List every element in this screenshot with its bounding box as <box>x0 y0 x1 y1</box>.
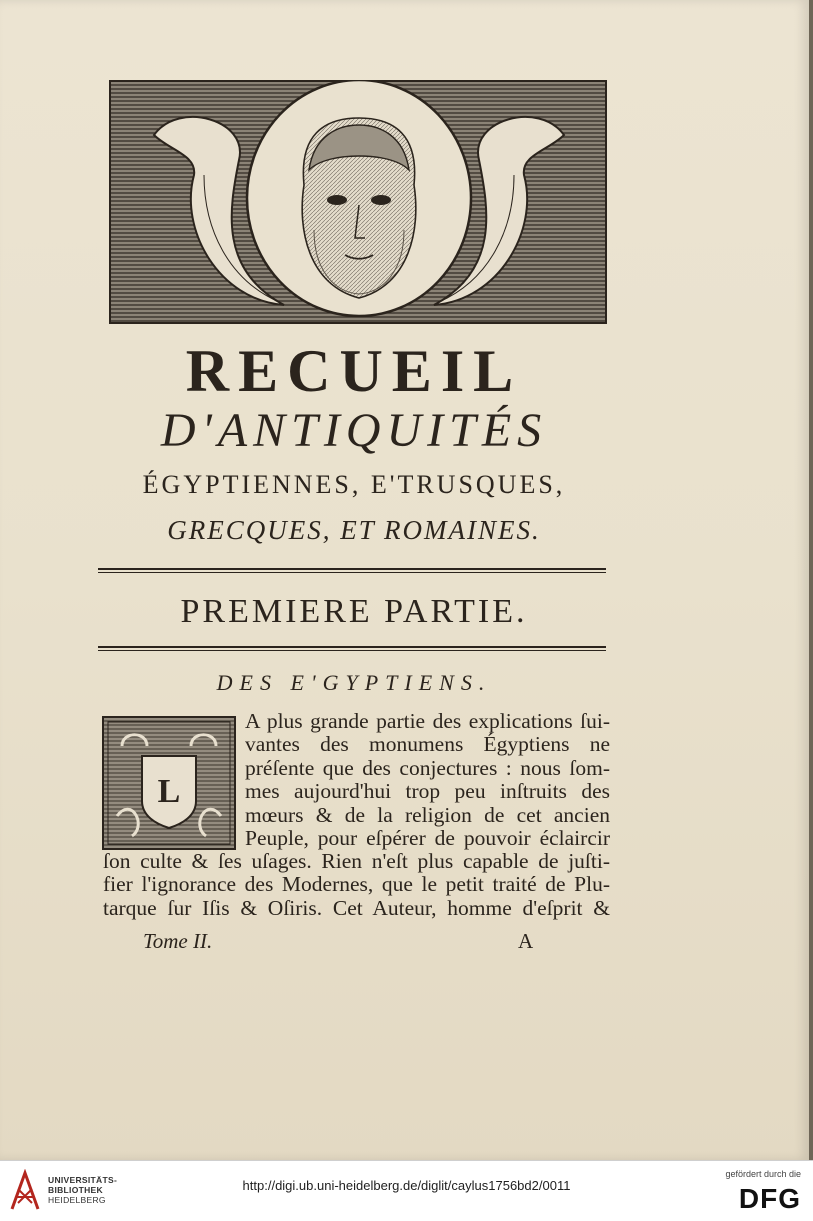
title-line-2: D'ANTIQUITÉS <box>160 404 548 457</box>
body-line: préſente que des conjectures : nous ſom- <box>245 755 610 780</box>
body-line: Peuple, pour eſpérer de pouvoir éclaircir <box>245 826 610 851</box>
library-name-line: BIBLIOTHEK <box>48 1185 103 1195</box>
title-line-1: RECUEIL <box>185 338 523 404</box>
volume-label: Tome II. <box>143 929 213 953</box>
library-name-line: UNIVERSITÄTS- <box>48 1175 118 1185</box>
section-title: DES E'GYPTIENS. <box>216 670 492 695</box>
funder-caption: gefördert durch die <box>725 1169 801 1179</box>
drop-cap-ornament <box>102 716 236 850</box>
dfg-logo[interactable]: DFG <box>738 1183 801 1214</box>
body-line: vantes des monumens Égyptiens ne <box>245 732 610 757</box>
double-rule-top <box>98 568 606 570</box>
body-line: tarque ſur Iſis & Oſiris. Cet Auteur, homme d'eſprit & <box>103 895 610 920</box>
body-text-indented <box>245 710 610 850</box>
double-rule-bottom <box>98 646 606 648</box>
digitization-footer-bar <box>0 1160 813 1221</box>
part-title: PREMIERE PARTIE. <box>180 593 528 630</box>
library-name-line: HEIDELBERG <box>48 1195 106 1205</box>
double-rule-bottom-thin <box>98 650 606 651</box>
title-line-4: GRECQUES, ET ROMAINES. <box>167 515 541 545</box>
body-text-full <box>103 850 610 920</box>
drop-cap-letter: L <box>157 773 181 810</box>
permalink-url[interactable]: http://digi.ub.uni-heidelberg.de/diglit/caylus1756bd2/0011 <box>242 1178 571 1193</box>
page-edge-shadow <box>809 0 813 1160</box>
headpiece-engraving <box>109 80 609 326</box>
double-rule-top-thin <box>98 572 606 573</box>
body-line: fier l'ignorance des Modernes, que le petit traité de Plu- <box>103 872 610 897</box>
body-line: A plus grande partie des explications ſui- <box>245 709 610 733</box>
title-line-3: ÉGYPTIENNES, E'TRUSQUES, <box>142 470 566 499</box>
signature-mark: A <box>518 929 534 953</box>
body-line: mes aujourd'hui trop peu inſtruits des <box>245 779 610 804</box>
body-line: ſon culte & ſes uſages. Rien n'eſt plus capable de juſti- <box>103 849 610 873</box>
body-line: mœurs & de la religion de cet ancien <box>245 802 610 827</box>
